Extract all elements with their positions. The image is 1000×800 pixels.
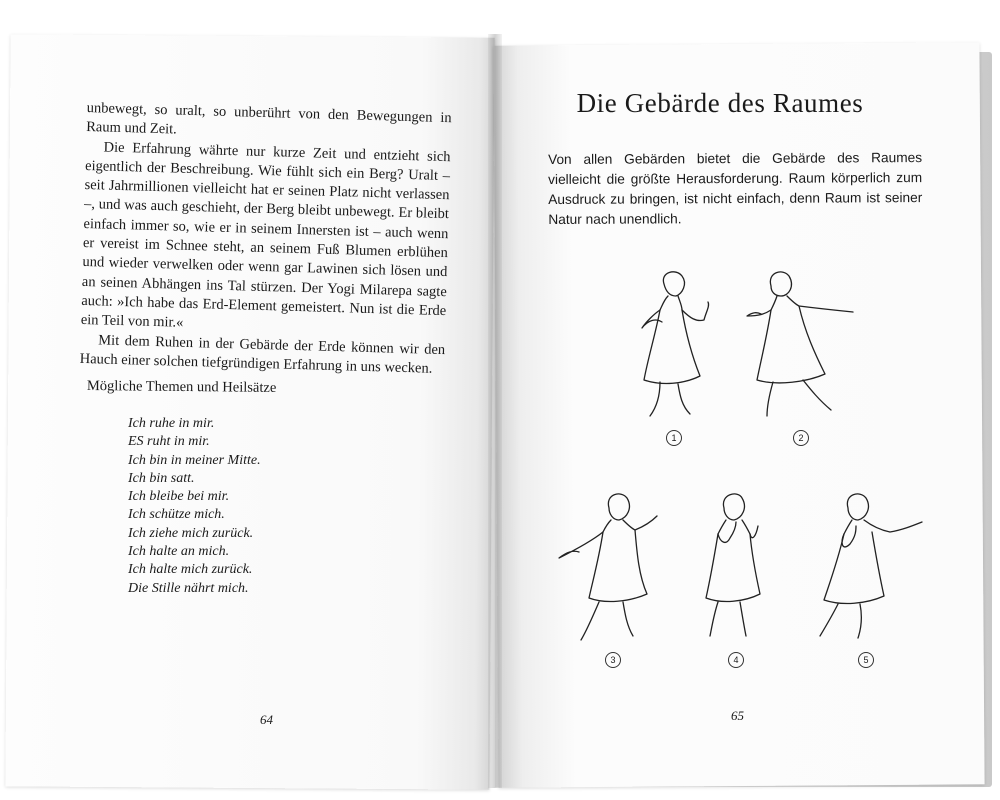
page-number-right: 65 <box>731 708 744 723</box>
affirmation-list <box>128 415 261 598</box>
page-number-left: 64 <box>260 712 273 727</box>
affirmation-item: Ich ruhe in mir. <box>128 416 215 431</box>
book-gutter <box>488 34 502 788</box>
figure-number: 4 <box>728 652 744 668</box>
figure-pose-3-icon <box>553 486 671 646</box>
affirmation-item: Ich ziehe mich zurück. <box>128 525 254 541</box>
affirmation-item: Die Stille nährt mich. <box>128 580 249 596</box>
left-body-text <box>79 99 451 379</box>
affirmation-item: Ich schütze mich. <box>128 507 225 523</box>
paragraph: Von allen Gebärden bietet die Gebärde des Raumes vielleicht die größte Herausforderung. Raum körperlich zum Ausdruck zu bringen, ist nicht einfach, denn Raum ist seiner Natur nach unendlich. <box>548 150 923 227</box>
figure-pose-3 <box>553 486 671 665</box>
figure-pose-4 <box>690 486 775 665</box>
affirmation-item: Ich bin satt. <box>128 470 195 486</box>
section-subheading: Mögliche Themen und Heilsätze <box>86 378 277 396</box>
figure-number: 2 <box>793 430 809 446</box>
affirmation-item: Ich halte an mich. <box>128 544 230 560</box>
affirmation-item: Ich bleibe bei mir. <box>128 489 230 505</box>
figure-pose-5-icon <box>800 486 925 646</box>
paragraph: Die Erfahrung währte nur kurze Zeit und entzieht sich eigentlich der Beschreibung. Wie fühlt sich ein Berg? Uralt – seit Jahrmillionen vielleicht hat er seinen Platz nicht verlassen –, und was auch geschieht, der Berg bleibt unbewegt. Er bleibt einfach immer so, wie er in seinem Innersten ist – auch wenn er vereist im Schnee steht, an seinem Fuß Blumen erblühen und wieder verwelken oder wenn gar Lawinen sich lösen und an seinen Abhängen ins Tal stürzen. Der Yogi Milarepa sagte auch: »Ich habe das Erd-Element gemeistert. Nun ist die Erde ein Teil von mir.« <box>80 139 451 332</box>
figure-pose-1 <box>620 262 730 443</box>
figure-number: 5 <box>858 652 874 668</box>
right-body-text <box>548 148 922 230</box>
chapter-title: Die Gebärde des Raumes <box>576 88 864 118</box>
figure-pose-2-icon <box>737 262 862 422</box>
figure-pose-1-icon <box>620 262 730 422</box>
paragraph: Mit dem Ruhen in der Gebärde der Erde können wir den Hauch einer solchen tiefgründigen Erfahrung in uns wecken. <box>79 331 446 377</box>
figure-pose-2 <box>737 262 862 443</box>
affirmation-item: Ich halte mich zurück. <box>128 562 253 578</box>
figure-pose-5 <box>800 486 925 665</box>
figure-number: 1 <box>666 430 682 446</box>
affirmation-item: ES ruht in mir. <box>128 434 210 450</box>
figure-number: 3 <box>605 652 621 668</box>
paragraph: unbewegt, so uralt, so unberührt von den Bewegungen in Raum und Zeit. <box>85 99 452 138</box>
figure-pose-4-icon <box>690 486 775 646</box>
affirmation-item: Ich bin in meiner Mitte. <box>128 452 261 468</box>
